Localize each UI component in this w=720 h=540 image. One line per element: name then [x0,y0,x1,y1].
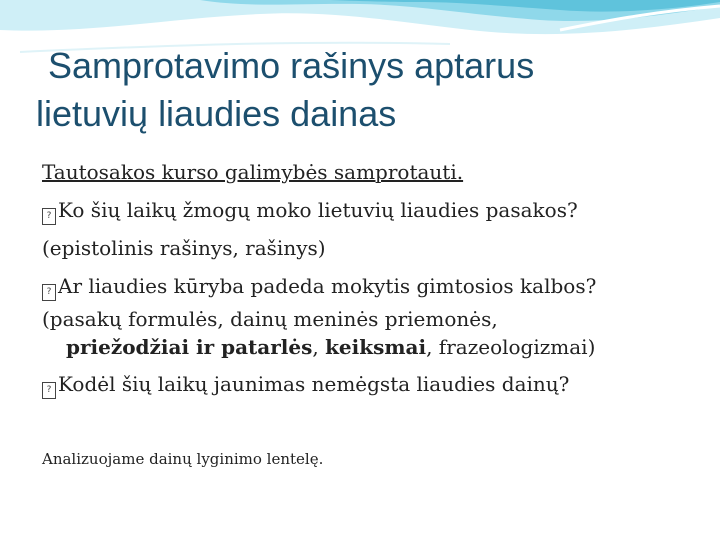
list-item [42,305,682,333]
missing-glyph-bullet-icon: ? [42,382,56,399]
subtitle: Tautosakos kurso galimybės samprotauti. [42,160,464,184]
title-line-1: Samprotavimo rašinys aptarus [48,45,535,86]
list-item-text: Ar liaudies kūryba padeda mokytis gimtosios kalbos? [58,274,597,298]
list-item [42,267,682,305]
bold-phrase: keiksmai [325,335,427,359]
missing-glyph-bullet-icon: ? [42,284,56,301]
list-item-text: , [312,335,326,359]
list-item [42,191,682,229]
list-item [42,365,682,403]
list-item-text: , frazeologizmai) [426,335,596,359]
list-item [42,333,682,365]
list-item-text: Kodėl šių laikų jaunimas nemėgsta liaudies dainų? [58,372,570,396]
footer-note: Analizuojame dainų lyginimo lentelę. [42,450,324,468]
bold-phrase: priežodžiai ir patarlės [66,335,313,359]
list-item [42,229,682,267]
title-line-2: lietuvių liaudies dainas [36,93,397,134]
slide-title [36,42,696,138]
missing-glyph-bullet-icon: ? [42,208,56,225]
list-item-text: (epistolinis rašinys, rašinys) [42,236,326,260]
list-item-text: (pasakų formulės, dainų meninės priemonės, [42,307,498,331]
slide-body [42,153,682,403]
list-item-text: Ko šių laikų žmogų moko lietuvių liaudies pasakos? [58,198,578,222]
